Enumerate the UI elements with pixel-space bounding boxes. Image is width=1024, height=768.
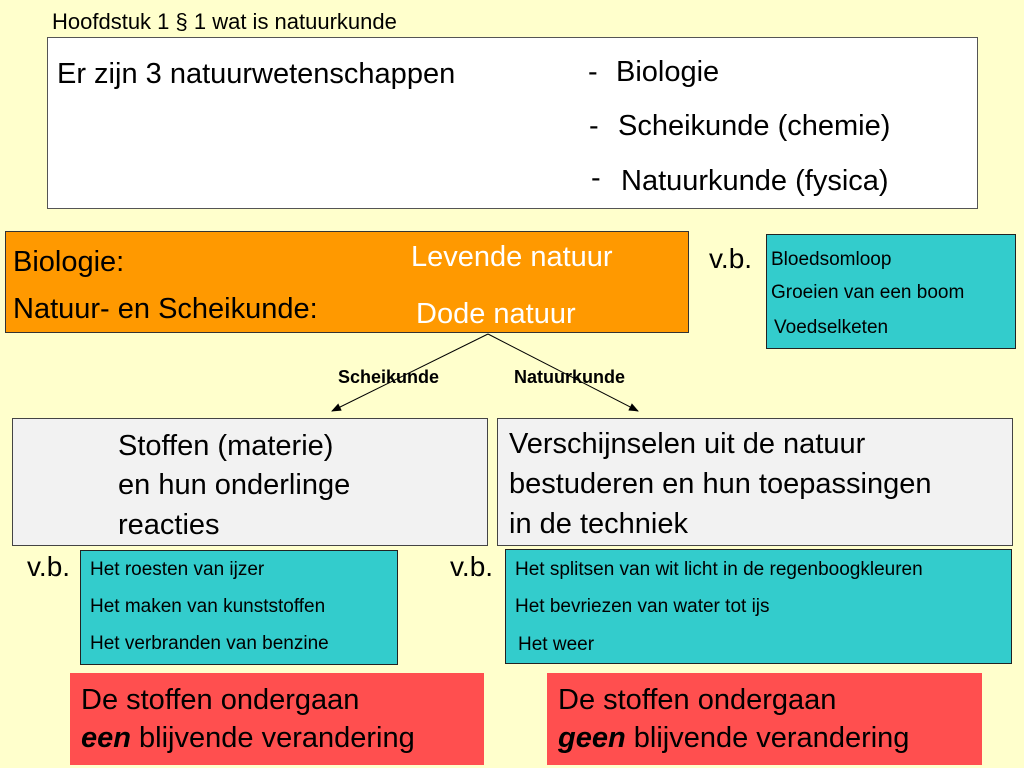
- physics-conclusion-box: [547, 673, 982, 765]
- example-label: v.b.: [27, 551, 71, 582]
- chemistry-example: Het maken van kunststoffen: [90, 596, 326, 617]
- chemistry-examples-box: [80, 550, 398, 665]
- intro-dash: -: [588, 56, 598, 88]
- intro-text: Er zijn 3 natuurwetenschappen: [57, 58, 456, 90]
- physics-description-line: Verschijnselen uit de natuur: [509, 428, 866, 460]
- intro-item-chemistry: Scheikunde (chemie): [618, 110, 891, 142]
- chemistry-conclusion-box: [70, 673, 484, 765]
- physics-example: Het bevriezen van water tot ijs: [515, 596, 770, 617]
- example-label: v.b.: [709, 243, 753, 274]
- chemistry-conclusion-line1: De stoffen ondergaan: [81, 684, 360, 716]
- intro-item-biology: Biologie: [616, 56, 720, 88]
- biology-label: Biologie:: [13, 246, 125, 278]
- physics-examples-box: [505, 549, 1012, 664]
- chemistry-example: Het roesten van ijzer: [90, 559, 265, 580]
- chemistry-conclusion-emphasis: een: [81, 722, 131, 754]
- physics-description-box: [497, 418, 1013, 546]
- intro-dash: -: [591, 162, 601, 194]
- chemistry-example: Het verbranden van benzine: [90, 633, 329, 654]
- biology-example: Groeien van een boom: [771, 282, 965, 303]
- chemistry-description-box: [12, 418, 488, 546]
- branch-label-chemistry: Scheikunde: [338, 367, 440, 387]
- chemistry-conclusion-rest: blijvende verandering: [130, 722, 415, 754]
- phys-chem-label: Natuur- en Scheikunde:: [13, 293, 318, 325]
- phys-chem-value: Dode natuur: [416, 298, 576, 330]
- chemistry-description-line: reacties: [118, 509, 220, 541]
- intro-dash: -: [589, 110, 599, 142]
- physics-conclusion-emphasis: geen: [558, 722, 626, 754]
- physics-conclusion-rest: blijvende verandering: [625, 722, 910, 754]
- chemistry-description-line: en hun onderlinge: [118, 469, 351, 501]
- physics-example: Het weer: [518, 634, 595, 655]
- example-label: v.b.: [450, 551, 494, 582]
- branch-label-physics: Natuurkunde: [514, 367, 626, 387]
- physics-example: Het splitsen van wit licht in de regenboogkleuren: [515, 559, 923, 580]
- physics-description-line: in de techniek: [509, 508, 688, 540]
- biology-example: Bloedsomloop: [771, 249, 892, 270]
- intro-item-physics: Natuurkunde (fysica): [621, 165, 889, 197]
- physics-conclusion-line2: [558, 719, 909, 757]
- physics-conclusion-line1: De stoffen ondergaan: [558, 684, 837, 716]
- chemistry-conclusion-line2: [81, 719, 415, 757]
- biology-example: Voedselketen: [774, 317, 889, 338]
- slide-title: Hoofdstuk 1 § 1 wat is natuurkunde: [52, 9, 397, 34]
- physics-description-line: bestuderen en hun toepassingen: [509, 468, 932, 500]
- biology-value: Levende natuur: [411, 241, 613, 273]
- chemistry-description-line: Stoffen (materie): [118, 430, 334, 462]
